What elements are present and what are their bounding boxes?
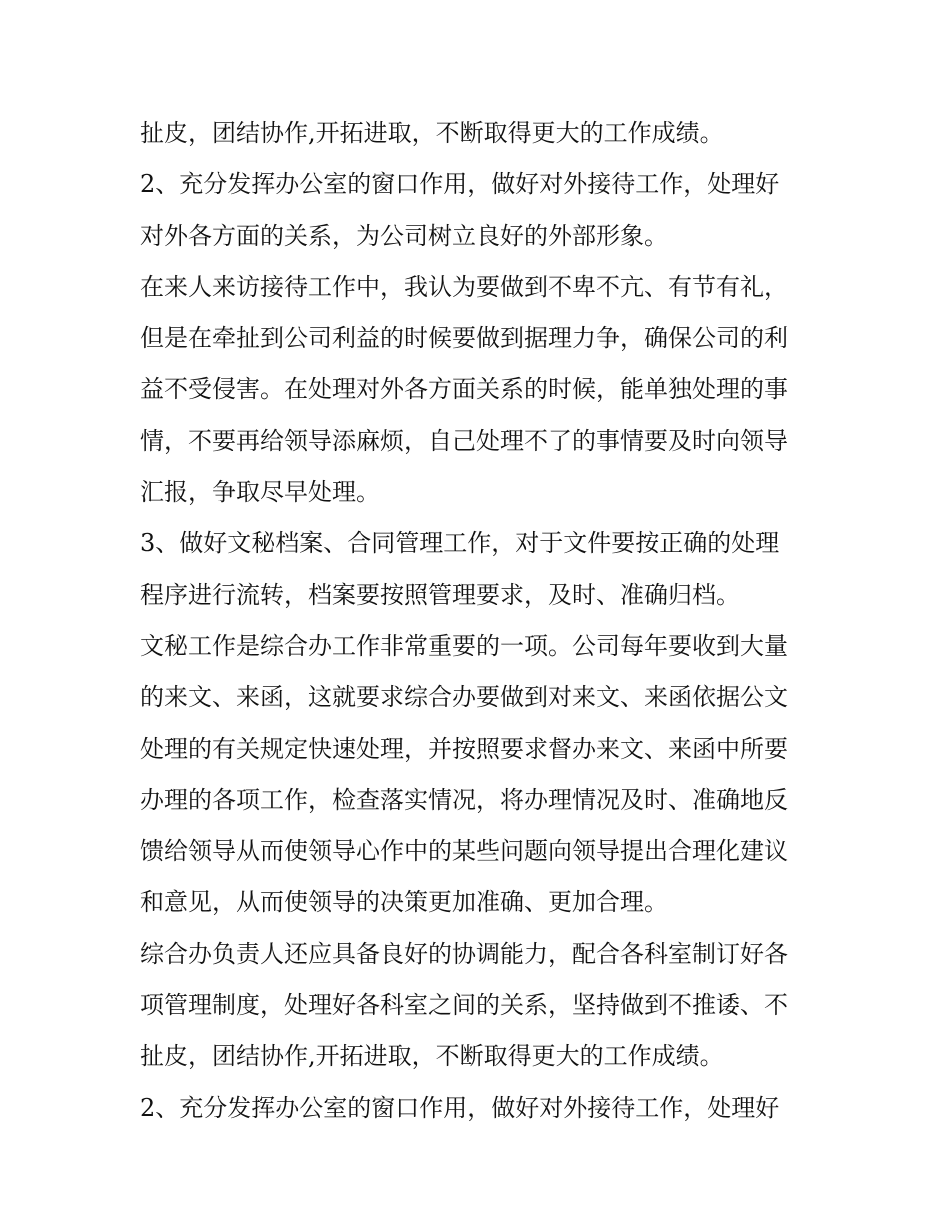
text-line: 情，不要再给领导添麻烦，自己处理不了的事情要及时向领导	[140, 426, 788, 455]
text-line: 3、做好文秘档案、合同管理工作，对于文件要按正确的处理	[140, 529, 780, 558]
text-line: 2、充分发挥办公室的窗口作用，做好对外接待工作，处理好	[140, 170, 780, 199]
text-line: 益不受侵害。在处理对外各方面关系的时候，能单独处理的事	[140, 375, 788, 404]
text-line: 程序进行流转，档案要按照管理要求，及时、准确归档。	[140, 580, 740, 609]
text-line: 项管理制度，处理好各科室之间的关系，坚持做到不推诿、不	[140, 991, 788, 1020]
text-line: 文秘工作是综合办工作非常重要的一项。公司每年要收到大量	[140, 631, 788, 660]
text-line: 的来文、来函，这就要求综合办要做到对来文、来函依据公文	[140, 683, 788, 712]
text-line: 办理的各项工作，检查落实情况，将办理情况及时、准确地反	[140, 785, 788, 814]
text-line: 对外各方面的关系，为公司树立良好的外部形象。	[140, 221, 668, 250]
document-body	[140, 108, 820, 1134]
text-line: 综合办负责人还应具备良好的协调能力，配合各科室制订好各	[140, 939, 788, 968]
text-line: 和意见，从而使领导的决策更加准确、更加合理。	[140, 888, 668, 917]
text-line: 馈给领导从而使领导心作中的某些问题向领导提出合理化建议	[140, 837, 788, 866]
text-line: 2、充分发挥办公室的窗口作用，做好对外接待工作，处理好	[140, 1093, 780, 1122]
text-line: 扯皮，团结协作,开拓进取，不断取得更大的工作成绩。	[140, 119, 724, 147]
text-line: 但是在牵扯到公司利益的时候要做到据理力争，确保公司的利	[140, 324, 788, 353]
text-line: 在来人来访接待工作中，我认为要做到不卑不亢、有节有礼，	[140, 272, 788, 301]
text-line: 处理的有关规定快速处理，并按照要求督办来文、来函中所要	[140, 734, 788, 763]
text-line: 扯皮，团结协作,开拓进取，不断取得更大的工作成绩。	[140, 1042, 724, 1071]
text-line: 汇报，争取尽早处理。	[140, 478, 380, 507]
